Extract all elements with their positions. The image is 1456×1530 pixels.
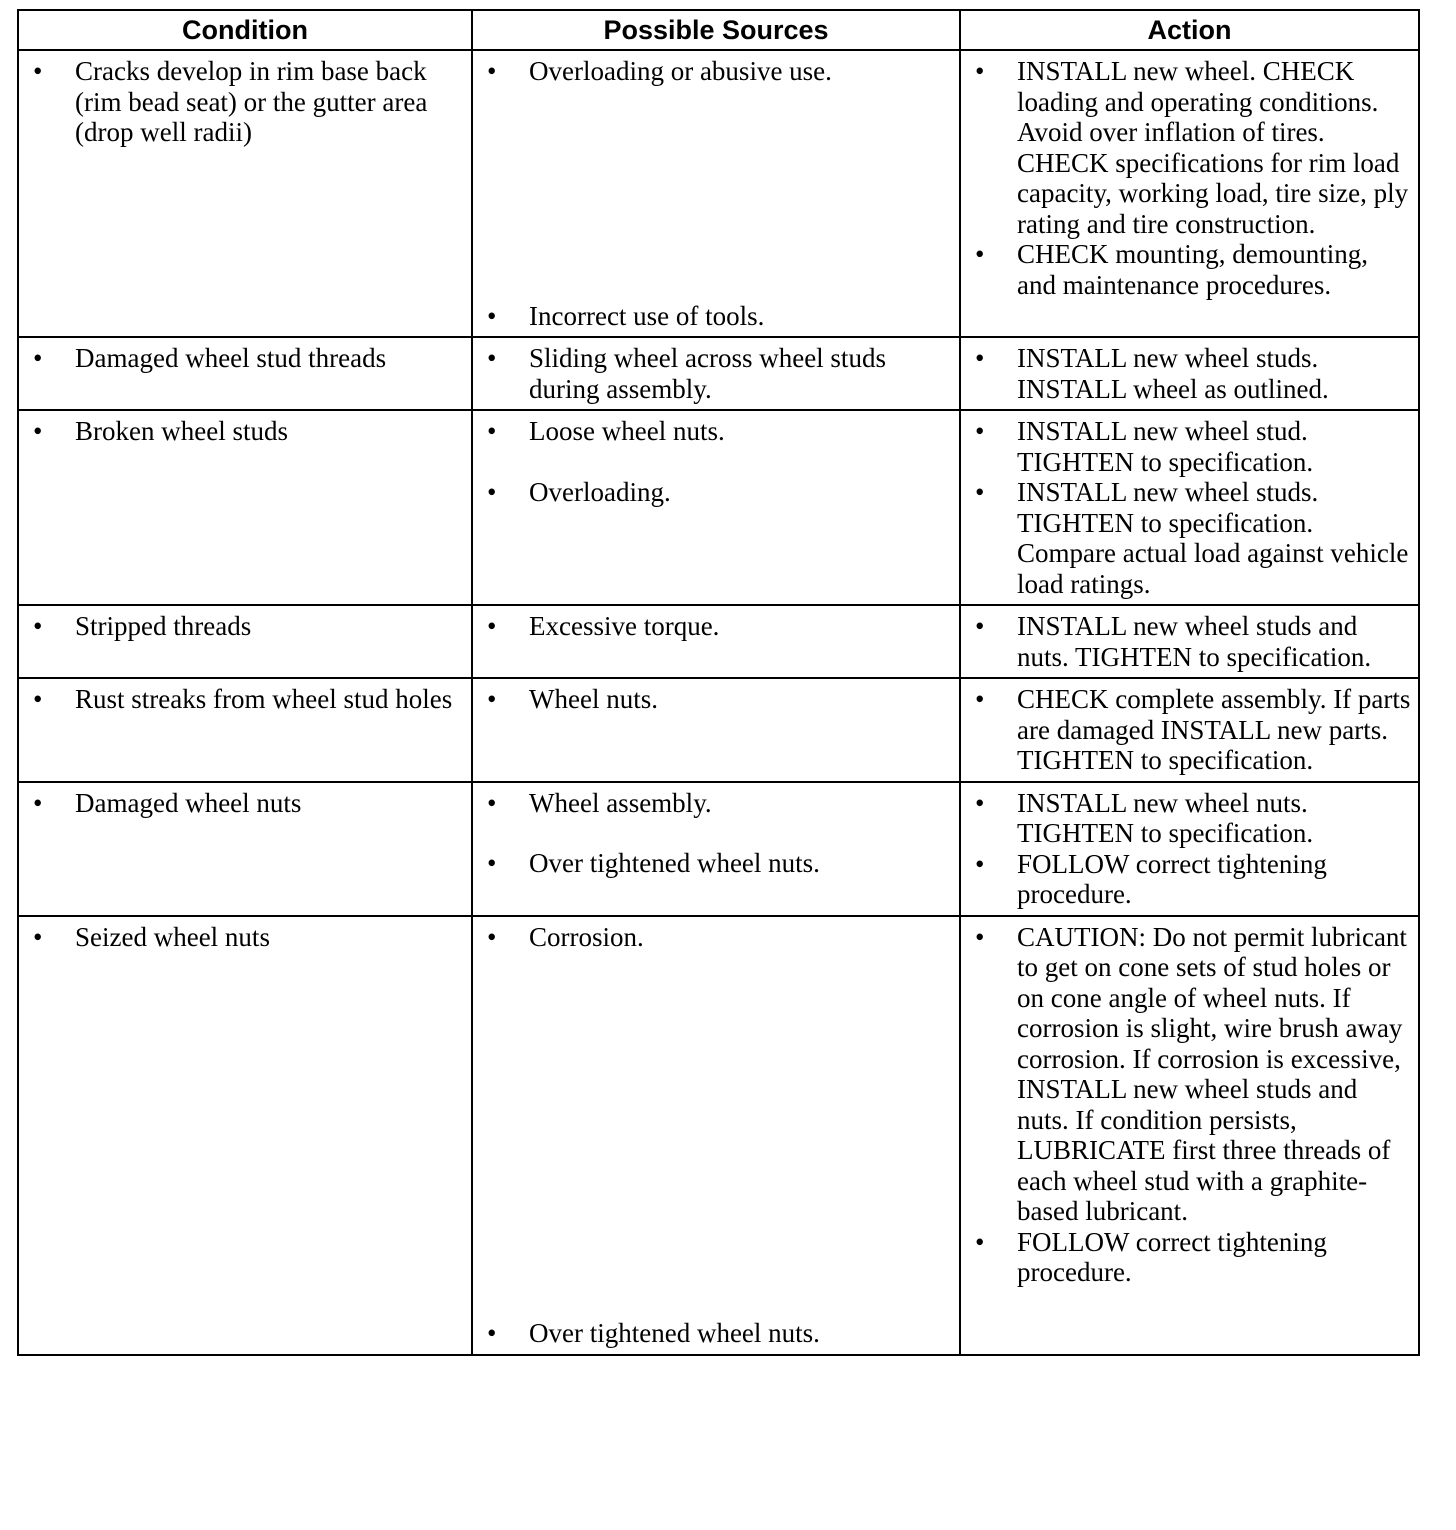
- table-row: [18, 337, 1419, 410]
- source-item: • Overloading.: [473, 477, 953, 508]
- sources-cell: [472, 605, 960, 678]
- condition-cell: [18, 50, 472, 337]
- sources-cell: [472, 678, 960, 782]
- action-item: • CHECK complete assembly. If parts are damaged INSTALL new parts. TIGHTEN to specification.: [961, 684, 1412, 776]
- action-cell: [960, 410, 1419, 605]
- sources-cell: [472, 337, 960, 410]
- action-item: • INSTALL new wheel nuts. TIGHTEN to specification.: [961, 788, 1412, 849]
- table-row: [18, 410, 1419, 605]
- header-action: Action: [960, 10, 1419, 50]
- source-item: • Over tightened wheel nuts.: [473, 848, 953, 879]
- table-row: [18, 678, 1419, 782]
- action-item: • INSTALL new wheel studs. TIGHTEN to specification. Compare actual load against vehicle load ratings.: [961, 477, 1412, 599]
- sources-cell: [472, 916, 960, 1355]
- source-item: • Excessive torque.: [473, 611, 953, 642]
- source-item: • Overloading or abusive use.: [473, 56, 953, 87]
- condition-text: • Cracks develop in rim base back (rim bead seat) or the gutter area (drop well radii): [19, 56, 465, 148]
- action-item: • INSTALL new wheel studs. INSTALL wheel as outlined.: [961, 343, 1412, 404]
- action-cell: [960, 782, 1419, 916]
- sources-cell: [472, 782, 960, 916]
- header-condition: Condition: [18, 10, 472, 50]
- condition-text: • Rust streaks from wheel stud holes: [19, 684, 465, 715]
- condition-cell: [18, 916, 472, 1355]
- sources-cell: [472, 50, 960, 337]
- source-item: • Corrosion.: [473, 922, 953, 953]
- action-cell: [960, 337, 1419, 410]
- condition-cell: [18, 782, 472, 916]
- condition-cell: [18, 337, 472, 410]
- condition-text: • Damaged wheel nuts: [19, 788, 465, 819]
- sources-cell: [472, 410, 960, 605]
- header-possible-sources: Possible Sources: [472, 10, 960, 50]
- condition-text: • Stripped threads: [19, 611, 465, 642]
- table-row: [18, 916, 1419, 1355]
- table-row: [18, 782, 1419, 916]
- action-cell: [960, 605, 1419, 678]
- header-row: [18, 10, 1419, 50]
- source-item: • Wheel assembly.: [473, 788, 953, 819]
- condition-cell: [18, 605, 472, 678]
- action-item: • INSTALL new wheel studs and nuts. TIGHTEN to specification.: [961, 611, 1412, 672]
- action-item: • FOLLOW correct tightening procedure.: [961, 1227, 1412, 1288]
- condition-text: • Damaged wheel stud threads: [19, 343, 465, 374]
- action-item: • FOLLOW correct tightening procedure.: [961, 849, 1412, 910]
- action-cell: [960, 916, 1419, 1355]
- source-item: • Incorrect use of tools.: [473, 301, 953, 332]
- condition-text: • Seized wheel nuts: [19, 922, 465, 953]
- condition-text: • Broken wheel studs: [19, 416, 465, 447]
- source-item: • Wheel nuts.: [473, 684, 953, 715]
- action-item: • INSTALL new wheel. CHECK loading and operating conditions. Avoid over inflation of tires. CHECK specifications for rim load capacity, working load, tire size, ply rating and tire construction.: [961, 56, 1412, 239]
- action-item: • CHECK mounting, demounting, and maintenance procedures.: [961, 239, 1412, 300]
- source-item: • Sliding wheel across wheel studs during assembly.: [473, 343, 953, 404]
- action-cell: [960, 50, 1419, 337]
- condition-cell: [18, 410, 472, 605]
- source-item: • Loose wheel nuts.: [473, 416, 953, 447]
- action-item: • CAUTION: Do not permit lubricant to get on cone sets of stud holes or on cone angle of wheel nuts. If corrosion is slight, wire brush away corrosion. If corrosion is excessive, INSTALL new wheel studs and nuts. If condition persists, LUBRICATE first three threads of each wheel stud with a graphite-based lubricant.: [961, 922, 1412, 1227]
- table-row: [18, 605, 1419, 678]
- table-row: [18, 50, 1419, 337]
- action-cell: [960, 678, 1419, 782]
- source-item: • Over tightened wheel nuts.: [473, 1318, 953, 1349]
- condition-cell: [18, 678, 472, 782]
- diagnosis-table: [17, 9, 1420, 1356]
- action-item: • INSTALL new wheel stud. TIGHTEN to specification.: [961, 416, 1412, 477]
